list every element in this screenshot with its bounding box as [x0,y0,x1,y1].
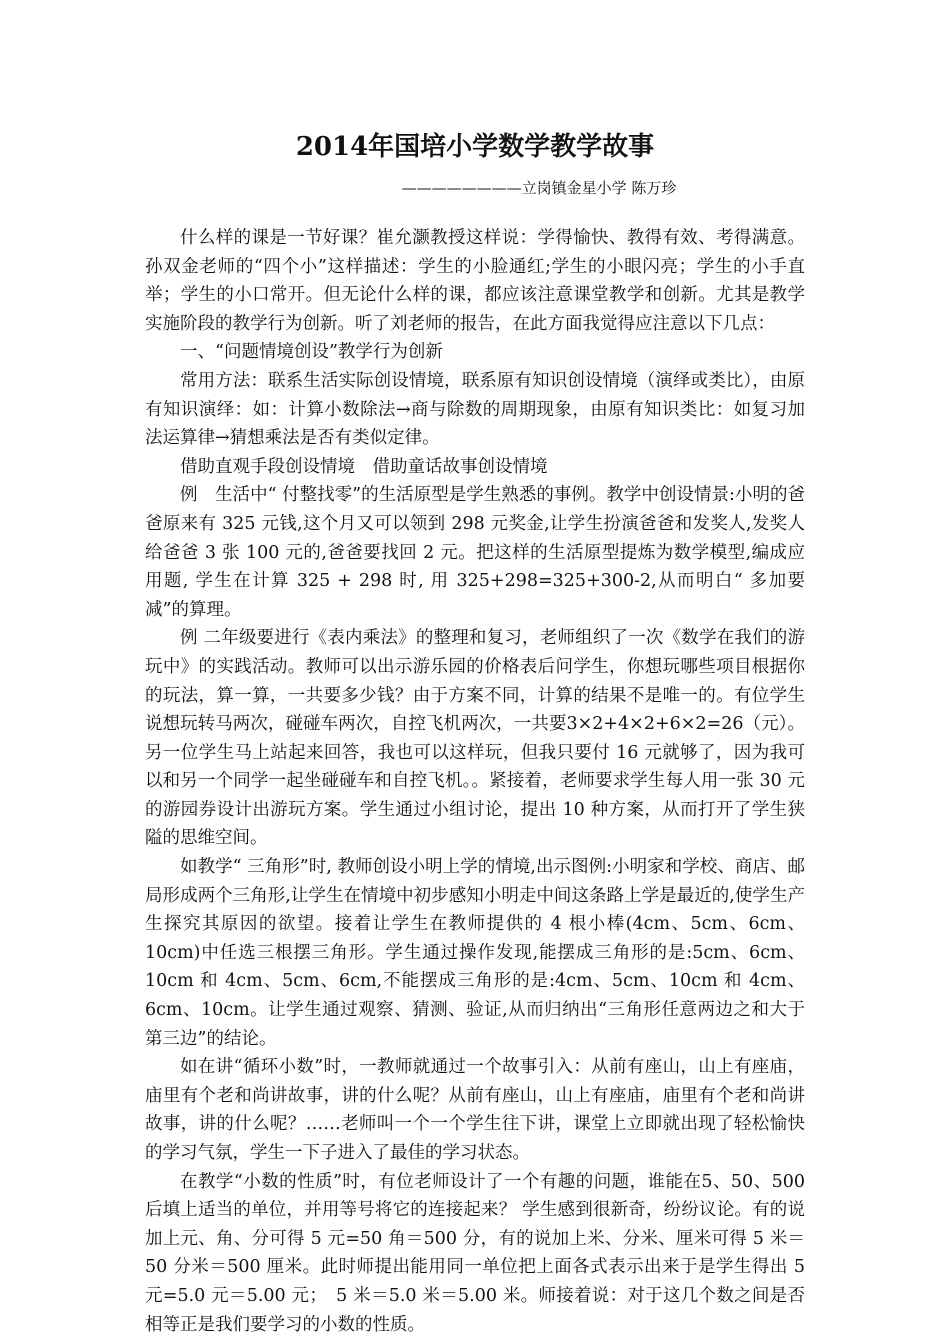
section-heading-1: 一、“问题情境创设”教学行为创新 [180,342,443,363]
paragraph-example-triangle: 如教学“ 三角形”时, 教师创设小明上学的情境,出示图例:小明家和学校、商店、邮局形成两个三角形,让学生在情境中初步感知小明走中间这条路上学是最近的,使学生产生探究其原因的欲望。接着让学生在教师提供的 4 根小棒(4cm、5cm、6cm、10cm)中任选三根摆三角形。学生通过操作发现,能摆成三角形的是:5cm、6cm、10cm 和 4cm、5cm、6cm,不能摆成三角形的是:4cm、5cm、10cm 和 4cm、6cm、10cm。让学生通过观察、猜测、验证,从而归纳出“三角形任意两边之和大于第三边”的结论。 [145,857,805,1049]
document-body [145,224,805,1339]
paragraph-intro: 什么样的课是一节好课？崔允灏教授这样说：学得愉快、教得有效、考得满意。孙双金老师的“四个小”这样描述：学生的小脸通红;学生的小眼闪亮；学生的小手直举；学生的小口常开。但无论什么样的课，都应该注意课堂教学和创新。尤其是教学实施阶段的教学行为创新。听了刘老师的报告，在此方面我觉得应注意以下几点： [145,228,805,334]
paragraph-example-multiplication: 例 二年级要进行《表内乘法》的整理和复习，老师组织了一次《数学在我们的游玩中》的实践活动。教师可以出示游乐园的价格表后问学生，你想玩哪些项目根据你的玩法，算一算，一共要多少钱？由于方案不同，计算的结果不是唯一的。有位学生说想玩转马两次，碰碰车两次，自控飞机两次，一共要3×2+4×2+6×2=26（元）。另一位学生马上站起来回答，我也可以这样玩，但我只要付 16 元就够了，因为我可以和另一个同学一起坐碰碰车和自控飞机。。紧接着，老师要求学生每人用一张 30 元的游园券设计出游玩方案。学生通过小组讨论，提出 10 种方案，从而打开了学生狭隘的思维空间。 [145,628,805,849]
document-author-line: ————————立岗镇金星小学 陈万珍 [401,179,677,197]
paragraph-common-methods: 常用方法：联系生活实际创设情境，联系原有知识创设情境（演绎或类比），由原有知识演绎：如：计算小数除法→商与除数的周期现象，由原有知识类比：如复习加法运算律→猜想乘法是否有类似定律。 [145,370,805,449]
paragraph-visual-methods: 借助直观手段创设情境 借助童话故事创设情境 [180,456,548,477]
paragraph-example-recurring-decimal: 如在讲“循环小数”时，一教师就通过一个故事引入：从前有座山，山上有座庙，庙里有个老和尚讲故事，讲的什么呢？从前有座山，山上有座庙，庙里有个老和尚讲故事，讲的什么呢？……老师叫一个一个学生往下讲，课堂上立即就出现了轻松愉快的学习气氛，学生一下子进入了最佳的学习状态。 [145,1057,805,1163]
paragraph-example-change: 例 生活中“ 付整找零”的生活原型是学生熟悉的事例。教学中创设情景:小明的爸爸原来有 325 元钱,这个月又可以领到 298 元奖金,让学生扮演爸爸和发奖人,发奖人给爸爸 3 张 100 元的,爸爸要找回 2 元。把这样的生活原型提炼为数学模型,编成应用题, 学生在计算 325 + 298 时, 用 325+298=325+300-2,从而明白“ 多加要减”的算理。 [145,485,805,620]
document-title: 2014年国培小学数学教学故事 [295,132,655,162]
paragraph-example-decimal-property: 在教学“小数的性质”时，有位老师设计了一个有趣的问题，谁能在5、50、500 后填上适当的单位，并用等号将它的连接起来？ 学生感到很新奇，纷纷议论。有的说加上元、角、分可得 5 元=50 角＝500 分，有的说加上米、分米、厘米可得 5 米＝50 分米＝500 厘米。此时师提出能用同一单位把上面各式表示出来于是学生得出 5 元=5.0 元＝5.00 元； 5 米＝5.0 米＝5.00 米。师接着说：对于这几个数之间是否相等正是我们要学习的小数的性质。 [145,1171,805,1335]
